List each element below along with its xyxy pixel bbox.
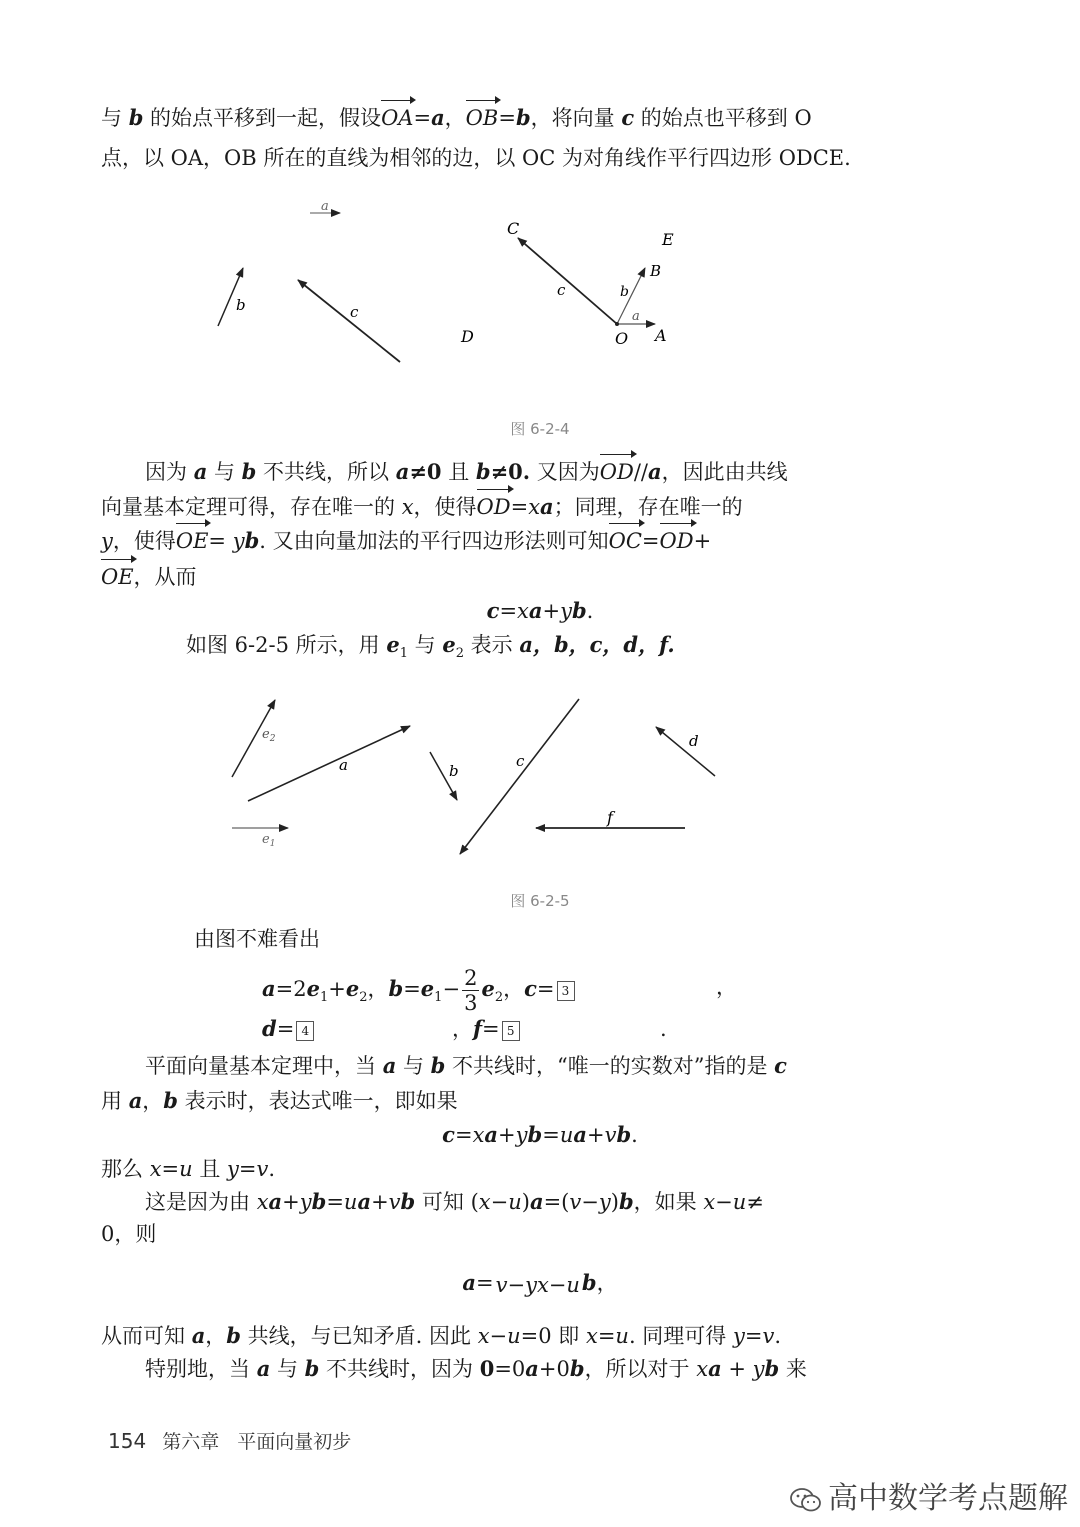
label-a-top: a: [321, 199, 329, 214]
blank-5: 5: [502, 1021, 520, 1041]
vector-OB: OB: [466, 103, 499, 133]
vector-OA: OA: [381, 103, 413, 133]
question-line: 如图 6-2-5 所示，用 $e_1$ 与 $e_2$ 表示 a，b，c，d，f.: [186, 632, 675, 662]
label-D: D: [461, 327, 474, 346]
paragraph-1-line-1: 与 b 的始点平移到一起，假设OA=a，OB=b，将向量 c 的始点也平移到 O: [101, 103, 812, 133]
figure-1-caption: 图 6-2-4: [510, 420, 570, 438]
paragraph-3: 由图不难看出: [194, 927, 320, 951]
paragraph-2-line-3: y，使得OE= yb. 又由向量加法的平行四边形法则可知OC=OD+: [101, 526, 711, 556]
paragraph-6-line-1: 这是因为由 xa+yb=ua+vb 可知 (x−u)a=(v−y)b，如果 x−u≠: [145, 1189, 764, 1214]
wechat-icon: [790, 1487, 822, 1513]
paragraph-7: 从而可知 a，b 共线，与已知矛盾. 因此 x−u=0 即 x=u. 同理可得 y=v.: [101, 1323, 782, 1348]
label-b: b: [449, 762, 459, 780]
label-C: C: [507, 219, 520, 238]
label-f: f: [607, 808, 613, 827]
chapter-title: 平面向量初步: [237, 1431, 352, 1453]
paragraph-2-line-4: OE，从而: [101, 562, 197, 592]
blank-4: 4: [296, 1021, 314, 1041]
label-c: c: [516, 752, 525, 770]
equation-tail-comma: ，: [716, 975, 737, 999]
paragraph-2-line-2: 向量基本定理可得，存在唯一的 x，使得OD=xa；同理，存在唯一的: [101, 492, 743, 522]
paragraph-8: 特别地，当 a 与 b 不共线时，因为 0=0a+0b，所以对于 xa + yb 来: [145, 1356, 807, 1381]
paragraph-6-line-2: 0，则: [101, 1222, 157, 1246]
vector-OC: [518, 238, 617, 324]
label-c: c: [350, 303, 359, 321]
equation-f-dot: .: [660, 1017, 667, 1041]
equation-unique: c=xa+yb=ua+vb.: [442, 1122, 638, 1147]
label-a: a: [339, 756, 348, 774]
label-a-diagram: a: [632, 309, 640, 324]
paragraph-5: 那么 x=u 且 y=v.: [101, 1157, 276, 1181]
vector-d: [656, 727, 715, 776]
equation-a-b-c: $a=2e_1+e_2$，$b=e_1-$ $\frac{2}{3}$ $e_2$，c= 3: [262, 966, 575, 1015]
label-c-diagram: c: [557, 281, 566, 299]
equation-f: ，f= 5: [452, 1014, 520, 1044]
label-O: O: [615, 329, 629, 348]
vector-c: [298, 280, 400, 362]
label-A: A: [655, 326, 667, 345]
fraction-v-y-over-x-u: v−yx−u: [495, 1272, 580, 1297]
label-d: d: [689, 732, 699, 750]
chapter-label: 第六章: [162, 1431, 220, 1453]
watermark: 高中数学考点题解: [790, 1473, 1068, 1517]
label-e1: $e_1$: [262, 832, 276, 849]
paragraph-2-line-1: 因为 a 与 b 不共线，所以 a≠0 且 b≠0. 又因为OD//a，因此由共线: [145, 457, 788, 487]
paragraph-1-line-2: 点，以 OA，OB 所在的直线为相邻的边，以 OC 为对角线作平行四边形 ODCE.: [101, 146, 851, 170]
equation-fraction: a=v−yx−ub，: [462, 1270, 618, 1297]
label-e2: $e_2$: [262, 727, 276, 744]
point-O: [615, 322, 619, 326]
label-b: b: [236, 296, 246, 314]
equation-c-xa-yb: c=xa+yb.: [486, 598, 594, 623]
label-b-diagram: b: [620, 284, 629, 300]
paragraph-4-line-2: 用 a，b 表示时，表达式唯一，即如果: [101, 1088, 458, 1113]
figure-6-2-5: [0, 690, 1080, 890]
paragraph-4-line-1: 平面向量基本定理中，当 a 与 b 不共线时，“唯一的实数对”指的是 c: [145, 1053, 787, 1078]
label-E: E: [662, 230, 674, 249]
equation-d: d= 4: [262, 1014, 314, 1044]
fraction-2-3: $\frac{2}{3}$: [464, 966, 478, 1015]
figure-6-2-4: [0, 190, 1080, 430]
page-footer: [108, 1427, 351, 1454]
figure-2-caption: 图 6-2-5: [510, 892, 570, 910]
label-B: B: [650, 262, 662, 280]
blank-3: 3: [557, 981, 575, 1001]
vector-c: [460, 699, 579, 854]
page-number: 154: [108, 1429, 147, 1453]
